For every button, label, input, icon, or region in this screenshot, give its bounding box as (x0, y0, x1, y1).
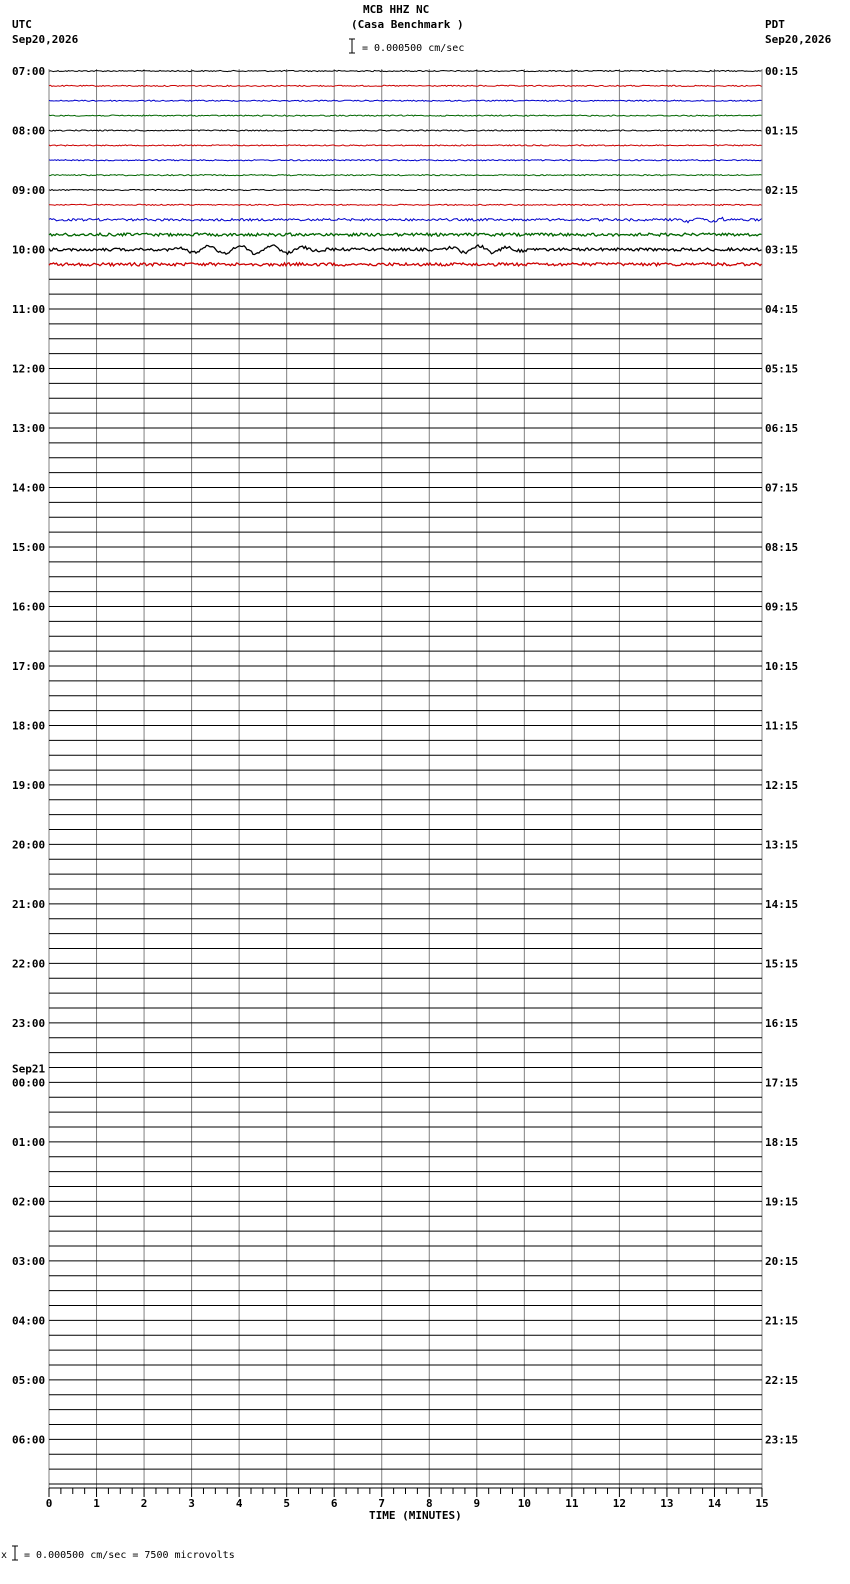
x-tick-label: 6 (330, 1497, 338, 1510)
trace-row-7 (49, 175, 762, 176)
trace-row-9 (49, 204, 762, 205)
utc-hour-label: 22:00 (12, 957, 46, 971)
x-tick-label: 7 (378, 1497, 386, 1510)
trace-row-12 (49, 245, 762, 255)
utc-hour-label: 13:00 (12, 421, 46, 435)
axis-layer (46, 1488, 769, 1510)
utc-hour-label: 09:00 (12, 183, 46, 197)
pdt-hour-label: 17:15 (765, 1076, 799, 1090)
x-tick-label: 11 (565, 1497, 579, 1510)
pdt-hour-label: 13:15 (765, 838, 799, 852)
pdt-hour-label: 23:15 (765, 1433, 799, 1447)
utc-hour-label: 23:00 (12, 1016, 46, 1030)
utc-hour-label: 01:00 (12, 1135, 46, 1149)
footer-scale-label: = 0.000500 cm/sec = 7500 microvolts (24, 1550, 235, 1561)
utc-hour-label: 16:00 (12, 600, 46, 614)
right-date: Sep20,2026 (765, 33, 832, 46)
utc-hour-label: 21:00 (12, 897, 46, 911)
pdt-hour-label: 12:15 (765, 778, 799, 792)
utc-hour-label: 11:00 (12, 302, 46, 316)
pdt-hour-label: 21:15 (765, 1314, 799, 1328)
pdt-hour-label: 11:15 (765, 719, 799, 733)
pdt-hour-label: 00:15 (765, 65, 799, 78)
left-date: Sep20,2026 (12, 33, 79, 46)
x-axis-title: TIME (MINUTES) (369, 1509, 462, 1522)
pdt-hour-label: 22:15 (765, 1373, 799, 1387)
pdt-hour-label: 08:15 (765, 540, 799, 554)
footer-mark: x (1, 1550, 8, 1561)
x-tick-label: 13 (660, 1497, 674, 1510)
pdt-hour-label: 18:15 (765, 1135, 799, 1149)
utc-hour-label: 07:00 (12, 65, 46, 78)
utc-hour-label: 14:00 (12, 481, 46, 495)
trace-layer (49, 70, 762, 1484)
trace-row-5 (49, 145, 762, 146)
station-location: (Casa Benchmark ) (351, 18, 464, 31)
trace-row-10 (49, 217, 762, 222)
x-tick-label: 12 (612, 1497, 627, 1510)
x-tick-label: 9 (473, 1497, 481, 1510)
pdt-hour-label: 05:15 (765, 362, 799, 376)
utc-hour-label: 15:00 (12, 540, 46, 554)
pdt-hour-label: 14:15 (765, 897, 799, 911)
x-tick-label: 0 (45, 1497, 53, 1510)
utc-hour-label: 18:00 (12, 719, 46, 733)
pdt-hour-label: 09:15 (765, 600, 799, 614)
utc-hour-label: 06:00 (12, 1433, 46, 1447)
trace-row-13 (49, 263, 762, 266)
left-timezone: UTC (12, 18, 32, 31)
utc-hour-label: 20:00 (12, 838, 46, 852)
utc-hour-label: 02:00 (12, 1195, 46, 1209)
trace-row-3 (49, 115, 762, 116)
pdt-hour-label: 02:15 (765, 183, 799, 197)
trace-row-6 (49, 160, 762, 161)
station-title: MCB HHZ NC (363, 3, 430, 16)
utc-hour-label: 03:00 (12, 1254, 46, 1268)
pdt-hour-label: 01:15 (765, 124, 799, 138)
trace-row-11 (49, 233, 762, 236)
x-tick-label: 1 (93, 1497, 100, 1510)
utc-hour-label: 08:00 (12, 124, 46, 138)
pdt-hour-label: 06:15 (765, 421, 799, 435)
x-tick-label: 8 (425, 1497, 433, 1510)
pdt-hour-label: 04:15 (765, 302, 799, 316)
pdt-hour-label: 15:15 (765, 957, 799, 971)
x-tick-label: 3 (188, 1497, 195, 1510)
day-change-label: Sep21 (12, 1062, 46, 1076)
trace-row-0 (49, 70, 762, 71)
utc-hour-label: 12:00 (12, 362, 46, 376)
x-tick-label: 14 (707, 1497, 722, 1510)
trace-row-1 (49, 85, 762, 86)
utc-hour-label: 19:00 (12, 778, 46, 792)
utc-hour-label: 17:00 (12, 659, 46, 673)
utc-hour-label: 10:00 (12, 243, 46, 257)
pdt-hour-label: 16:15 (765, 1016, 799, 1030)
x-tick-label: 5 (283, 1497, 290, 1510)
pdt-hour-label: 03:15 (765, 243, 799, 257)
pdt-hour-label: 07:15 (765, 481, 799, 495)
x-tick-label: 10 (517, 1497, 531, 1510)
right-timezone: PDT (765, 18, 785, 31)
x-tick-label: 4 (235, 1497, 243, 1510)
trace-row-2 (49, 100, 762, 101)
trace-row-8 (49, 189, 762, 190)
x-tick-label: 2 (140, 1497, 148, 1510)
utc-hour-label: 05:00 (12, 1373, 46, 1387)
utc-hour-label: 00:00 (12, 1076, 46, 1090)
grid-layer (49, 69, 762, 1488)
x-tick-label: 15 (755, 1497, 769, 1510)
pdt-hour-label: 19:15 (765, 1195, 799, 1209)
utc-hour-label: 04:00 (12, 1314, 46, 1328)
pdt-hour-label: 20:15 (765, 1254, 799, 1268)
trace-row-4 (49, 130, 762, 131)
scale-label: = 0.000500 cm/sec (362, 43, 465, 54)
pdt-hour-label: 10:15 (765, 659, 799, 673)
